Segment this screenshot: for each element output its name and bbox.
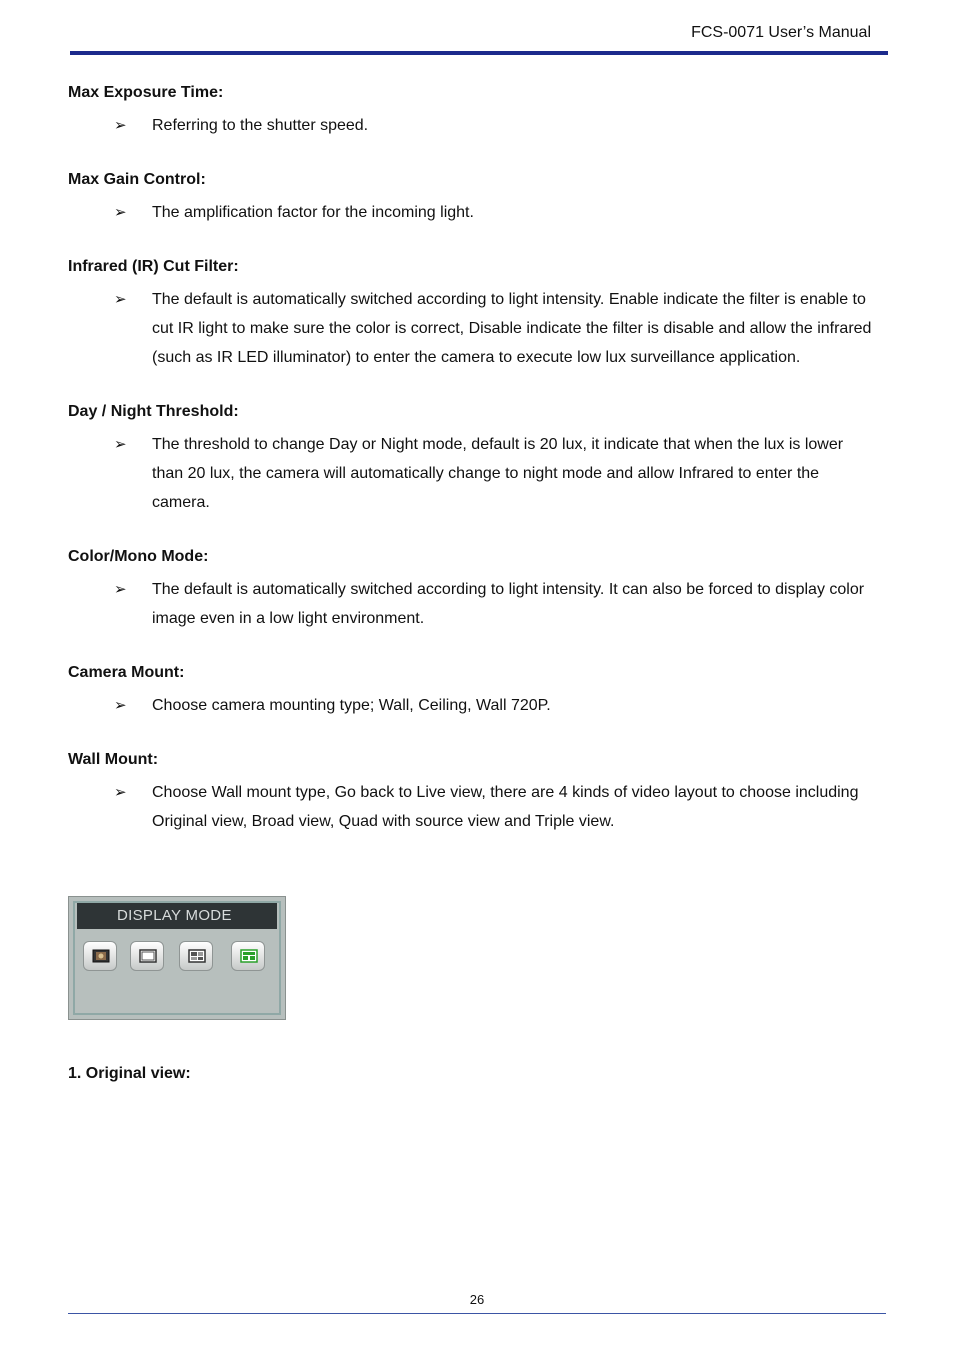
original-view-button[interactable]	[83, 941, 117, 971]
footer-rule	[68, 1313, 886, 1314]
triple-view-icon	[240, 948, 258, 964]
arrow-bullet-icon: ➢	[114, 784, 127, 801]
section-camera-mount	[68, 662, 874, 720]
display-mode-title: DISPLAY MODE	[77, 903, 277, 929]
quad-view-icon	[188, 948, 206, 964]
header-title: FCS-0071 User’s Manual	[691, 24, 871, 41]
bullet-item	[68, 691, 874, 720]
bullet-item	[68, 575, 874, 633]
bullet-item	[68, 285, 874, 372]
section-heading: Max Gain Control:	[68, 171, 206, 188]
section-heading: Wall Mount:	[68, 751, 159, 768]
original-view-heading: 1. Original view:	[68, 1065, 191, 1082]
bullet-item	[68, 198, 874, 227]
arrow-bullet-icon: ➢	[114, 581, 127, 598]
arrow-bullet-icon: ➢	[114, 697, 127, 714]
section-max-exposure-time	[68, 82, 874, 140]
section-wall-mount	[68, 749, 874, 836]
section-heading: Infrared (IR) Cut Filter:	[68, 258, 239, 275]
broad-view-button[interactable]	[130, 941, 164, 971]
header-rule	[70, 51, 888, 55]
triple-view-button[interactable]	[231, 941, 265, 971]
page-number: 26	[469, 1292, 485, 1307]
section-heading: Camera Mount:	[68, 664, 185, 681]
section-heading: Day / Night Threshold:	[68, 403, 239, 420]
bullet-text: The threshold to change Day or Night mode, default is 20 lux, it indicate that when the lux is lower than 20 lux, the camera will automatically change to night mode and allow Infrared to enter the camera.	[152, 436, 844, 511]
section-day-night-threshold	[68, 401, 874, 517]
arrow-bullet-icon: ➢	[114, 291, 127, 308]
bullet-text: Referring to the shutter speed.	[152, 117, 369, 134]
arrow-bullet-icon: ➢	[114, 204, 127, 221]
section-heading: Max Exposure Time:	[68, 84, 224, 101]
section-ir-cut-filter	[68, 256, 874, 372]
document-body	[68, 82, 874, 865]
bullet-item	[68, 430, 874, 517]
arrow-bullet-icon: ➢	[114, 436, 127, 453]
bullet-text: The amplification factor for the incoming light.	[152, 204, 474, 221]
bullet-item	[68, 111, 874, 140]
section-max-gain-control	[68, 169, 874, 227]
bullet-item	[68, 778, 874, 836]
display-mode-panel	[68, 896, 286, 1020]
bullet-text: The default is automatically switched according to light intensity. Enable indicate the filter is enable to cut IR light to make sure the color is correct, Disable indicate the filter is disable and allow the infrared (such as IR LED illuminator) to enter the camera to execute low lux surveillance application.	[152, 291, 872, 366]
bullet-text: Choose Wall mount type, Go back to Live view, there are 4 kinds of video layout to choose including Original view, Broad view, Quad with source view and Triple view.	[152, 784, 859, 830]
section-color-mono-mode	[68, 546, 874, 633]
bullet-text: Choose camera mounting type; Wall, Ceiling, Wall 720P.	[152, 697, 551, 714]
section-heading: Color/Mono Mode:	[68, 548, 209, 565]
original-view-icon	[92, 948, 110, 964]
bullet-text: The default is automatically switched according to light intensity. It can also be forced to display color image even in a low light environment.	[152, 581, 865, 627]
arrow-bullet-icon: ➢	[114, 117, 127, 134]
broad-view-icon	[139, 948, 157, 964]
quad-view-button[interactable]	[179, 941, 213, 971]
